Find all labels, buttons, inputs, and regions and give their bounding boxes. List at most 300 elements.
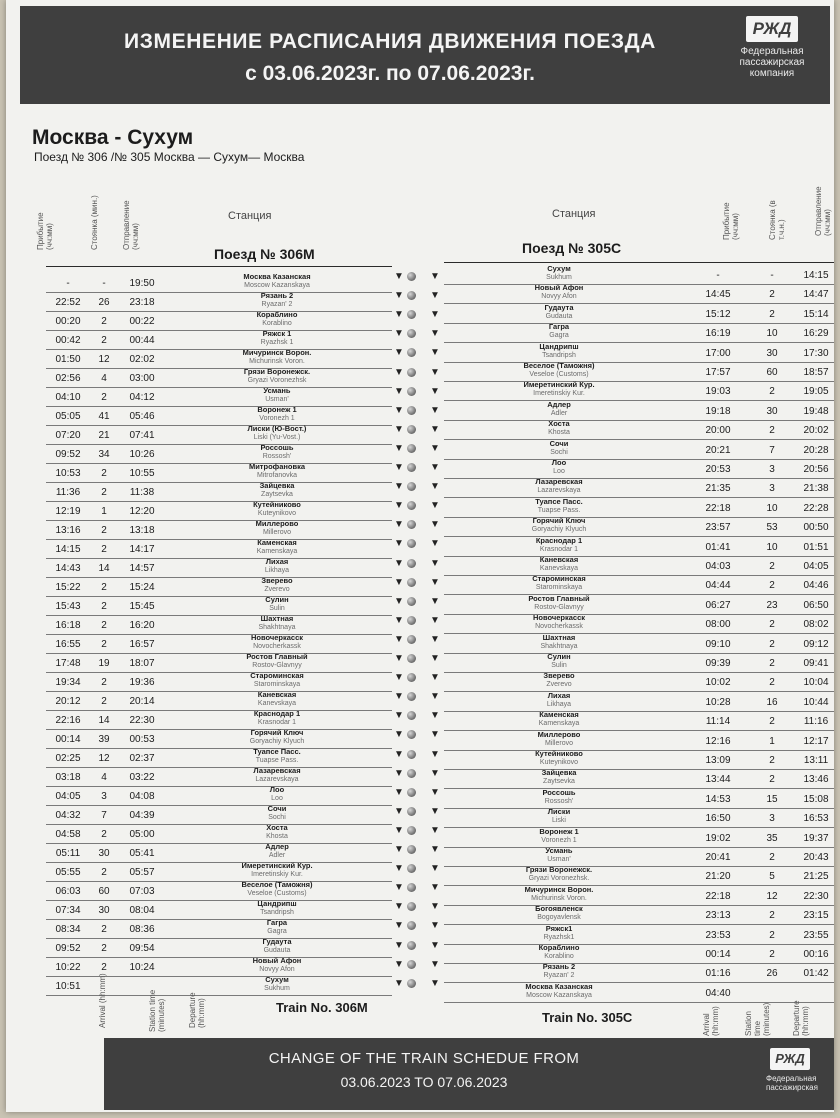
down-triangle-icon: ▼ — [430, 882, 440, 894]
circle-icon — [407, 272, 416, 281]
station-name-ru: Сухум — [547, 264, 571, 273]
departure-time: 10:24 — [129, 962, 155, 973]
down-triangle-icon: ▼ — [394, 729, 404, 741]
station-name — [464, 322, 654, 340]
stop-duration: 10 — [766, 541, 778, 553]
arrival-time: 03:18 — [55, 772, 81, 783]
stop-duration: 3 — [769, 483, 775, 495]
arrival-time: 12:19 — [55, 506, 81, 517]
station-name-latin: Gudauta — [263, 947, 291, 954]
departure-time: 16:57 — [129, 639, 155, 650]
stop-duration: 60 — [98, 886, 110, 897]
arrival-time: 23:53 — [705, 929, 731, 941]
station-name-latin: Tsandripsh — [542, 351, 576, 359]
departure-time: 03:00 — [129, 373, 155, 384]
col-head-stop-right: Стоянка (в т.ч.н.) — [768, 200, 786, 240]
station-name-ru: Россошь — [542, 787, 576, 797]
down-triangle-icon: ▼ — [430, 366, 440, 378]
down-triangle-icon: ▼ — [394, 672, 404, 684]
departure-time: 22:30 — [129, 715, 155, 726]
col-foot-departure-right: Departure (hh:mm) — [792, 1000, 810, 1036]
footer-banner — [104, 1038, 834, 1110]
circle-icon — [407, 883, 416, 892]
circle-icon — [407, 941, 416, 950]
station-name-latin: Kanevskaya — [257, 700, 297, 707]
station-name-latin: Ryazhsk 1 — [260, 339, 294, 346]
down-triangle-icon: ▼ — [394, 882, 404, 894]
arrival-time: 00:14 — [705, 949, 731, 960]
stop-duration: 2 — [101, 924, 107, 935]
rzd-logo-icon: РЖД — [746, 16, 798, 42]
station-name-latin: Starominskaya — [253, 681, 301, 688]
down-triangle-icon: ▼ — [394, 404, 404, 416]
down-triangle-icon: ▼ — [430, 423, 440, 435]
arrival-time: 04:05 — [55, 791, 81, 802]
arrival-time: 15:12 — [705, 308, 731, 320]
station-name-ru: Лазаревская — [535, 477, 583, 487]
stop-duration: 2 — [101, 392, 107, 403]
circle-icon — [407, 425, 416, 434]
arrival-time: 10:22 — [55, 962, 81, 973]
station-name-ru: Туапсе Пасс. — [253, 747, 301, 756]
station-name-ru: Краснодар 1 — [253, 709, 301, 718]
circle-icon — [407, 979, 416, 988]
station-name-latin: Tsandripsh — [260, 909, 294, 916]
circle-icon — [407, 788, 416, 797]
down-triangle-icon: ▼ — [430, 691, 440, 703]
station-name-latin: Loo — [553, 468, 565, 475]
down-triangle-icon: ▼ — [430, 538, 440, 550]
departure-time: 18:57 — [803, 367, 829, 378]
departure-time: 02:02 — [129, 354, 155, 365]
station-name-latin: Novyy Afon — [541, 293, 577, 301]
departure-time: 20:43 — [803, 852, 829, 863]
down-triangle-icon: ▼ — [430, 576, 440, 588]
station-name-latin: Khosta — [266, 833, 288, 840]
departure-time: 04:12 — [129, 392, 155, 403]
down-triangle-icon: ▼ — [394, 614, 404, 626]
station-name — [464, 730, 654, 748]
circle-icon — [407, 578, 416, 587]
stop-duration: 10 — [766, 502, 778, 514]
circle-icon — [407, 673, 416, 682]
station-name-latin: Tuapse Pass. — [537, 506, 581, 514]
down-triangle-icon: ▼ — [430, 500, 440, 512]
station-name-ru: Гагра — [548, 322, 570, 332]
station-name — [464, 691, 654, 709]
departure-time: 09:12 — [803, 638, 829, 650]
arrival-time: 02:25 — [55, 753, 81, 764]
station-name-ru: Ряжск 1 — [262, 329, 292, 338]
stop-duration: 2 — [101, 582, 107, 593]
station-name — [182, 367, 372, 385]
down-triangle-icon: ▼ — [394, 309, 404, 321]
arrival-time: 01:16 — [705, 968, 731, 980]
down-triangle-icon: ▼ — [430, 748, 440, 760]
train-305-header: Поезд № 305С — [522, 240, 622, 256]
col-head-arrival-right: Прибытие (чч:мм) — [722, 202, 740, 240]
down-triangle-icon: ▼ — [394, 385, 404, 397]
station-name — [182, 481, 372, 499]
station-name — [182, 652, 372, 670]
stop-duration: 30 — [98, 848, 110, 859]
station-name — [182, 956, 372, 974]
stop-duration: 53 — [766, 522, 778, 534]
station-name — [182, 728, 372, 746]
station-name-latin: Korablino — [544, 953, 574, 960]
station-name-ru: Москва Казанская — [525, 981, 593, 991]
station-name — [182, 272, 372, 290]
stop-duration: 2 — [769, 677, 775, 689]
station-name — [464, 400, 654, 418]
departure-time: 20:02 — [803, 425, 829, 437]
arrival-time: 17:48 — [55, 658, 81, 669]
station-name-ru: Имеретинский Кур. — [241, 861, 313, 870]
down-triangle-icon: ▼ — [394, 844, 404, 855]
down-triangle-icon: ▼ — [394, 633, 404, 645]
station-name-ru: Россошь — [260, 443, 294, 452]
station-name-latin: Mitrofanovka — [256, 472, 298, 479]
station-name-latin: Adler — [550, 409, 568, 417]
station-name-latin: Kanevskaya — [539, 565, 579, 572]
stop-duration: - — [770, 270, 774, 281]
station-name — [464, 536, 654, 554]
down-triangle-icon: ▼ — [430, 977, 440, 989]
station-name — [464, 419, 654, 437]
station-name-ru: Цандрипш — [539, 341, 579, 351]
stop-duration: 10 — [766, 328, 778, 340]
down-triangle-icon: ▼ — [394, 786, 404, 798]
departure-time: 00:50 — [803, 522, 829, 534]
down-triangle-icon: ▼ — [430, 710, 440, 722]
station-name — [182, 785, 372, 803]
down-triangle-icon: ▼ — [430, 863, 440, 875]
departure-time: 21:38 — [803, 483, 829, 495]
station-name — [464, 458, 654, 476]
stop-duration: 2 — [769, 561, 775, 572]
down-triangle-icon: ▼ — [430, 920, 440, 932]
station-name — [464, 652, 654, 670]
arrival-time: 01:41 — [705, 541, 731, 553]
station-name-latin: Millerovo — [544, 739, 573, 747]
down-triangle-icon: ▼ — [394, 328, 404, 340]
station-name-ru: Каневская — [257, 690, 297, 699]
station-name-ru: Ростов Главный — [528, 593, 590, 603]
arrival-time: 07:20 — [55, 430, 81, 441]
station-name-ru: Шахтная — [542, 632, 576, 642]
stop-duration: 1 — [101, 506, 107, 517]
station-name — [464, 865, 654, 883]
down-triangle-icon: ▼ — [394, 824, 404, 836]
stop-duration: 2 — [769, 910, 775, 922]
down-triangle-icon: ▼ — [430, 462, 440, 473]
down-triangle-icon: ▼ — [430, 844, 440, 855]
circle-icon — [407, 769, 416, 778]
station-name-latin: Rostov-Glavnyy — [252, 662, 302, 669]
departure-time: 05:57 — [129, 867, 155, 878]
train-306-header: Поезд № 306М — [214, 246, 315, 262]
stop-duration: 30 — [766, 405, 778, 417]
arrival-time: 00:14 — [55, 734, 81, 745]
arrival-time: 12:16 — [705, 735, 731, 747]
arrival-time: 04:44 — [705, 580, 731, 592]
station-name-latin: Zaytsevka — [261, 491, 293, 498]
departure-time: 01:42 — [803, 968, 829, 980]
arrival-time: 05:05 — [55, 411, 81, 422]
stop-duration: 1 — [769, 735, 775, 747]
station-name-ru: Каменская — [539, 710, 579, 720]
station-name-latin: Bogoyavlensk — [537, 914, 581, 922]
station-name-latin: Rostov-Glavnyy — [534, 603, 584, 611]
circle-icon — [407, 559, 416, 568]
departure-time: 19:36 — [129, 677, 155, 688]
arrival-time: 07:34 — [55, 905, 81, 916]
stop-duration: 2 — [769, 755, 775, 766]
station-name-ru: Лихая — [265, 557, 289, 566]
station-name — [182, 538, 372, 556]
station-name-latin: Michurinsk Voron. — [249, 358, 305, 365]
station-name-latin: Millerovo — [262, 529, 291, 536]
stop-duration: 3 — [101, 791, 107, 802]
arrival-time: 20:00 — [705, 425, 731, 437]
col-foot-departure-left: Departure (hh:mm) — [188, 992, 206, 1028]
station-name — [182, 291, 372, 309]
departure-time: 22:28 — [803, 502, 829, 514]
station-name-ru: Туапсе Пасс. — [535, 496, 583, 506]
stop-duration: 2 — [101, 601, 107, 612]
station-name-ru: Имеретинский Кур. — [523, 380, 595, 390]
departure-time: 08:36 — [129, 924, 155, 935]
arrival-time: 15:43 — [55, 601, 81, 612]
station-name-ru: Рязань 2 — [542, 962, 576, 972]
down-triangle-icon: ▼ — [394, 691, 404, 703]
departure-time: 02:37 — [129, 753, 155, 764]
station-name-ru: Зайцевка — [259, 481, 295, 490]
down-triangle-icon: ▼ — [430, 824, 440, 836]
station-name — [464, 283, 654, 301]
station-name-ru: Адлер — [265, 842, 289, 851]
stop-duration: 2 — [769, 716, 775, 728]
stop-duration: 21 — [98, 430, 110, 441]
station-name — [182, 880, 372, 898]
arrival-time: 17:00 — [705, 347, 731, 359]
stop-duration: 26 — [98, 297, 110, 308]
station-name — [464, 768, 654, 786]
station-name-ru: Ростов Главный — [246, 652, 308, 661]
down-triangle-icon: ▼ — [430, 614, 440, 626]
circle-icon — [407, 387, 416, 396]
arrival-time: 20:41 — [705, 852, 731, 863]
arrival-time: 13:16 — [55, 525, 81, 536]
down-triangle-icon: ▼ — [394, 442, 404, 454]
station-name-ru: Шахтная — [260, 614, 294, 623]
logo-text-line: Федеральная — [740, 46, 804, 57]
station-name — [464, 943, 654, 961]
col-foot-arrival-right: Arrival (hh:mm) — [702, 1006, 720, 1036]
station-name-ru: Хоста — [548, 419, 570, 429]
station-name — [464, 710, 654, 728]
station-name-latin: Kamenskaya — [256, 548, 298, 555]
stop-duration: 2 — [101, 335, 107, 346]
stop-duration: 2 — [769, 308, 775, 320]
departure-time: 10:04 — [803, 677, 829, 689]
station-name — [182, 462, 372, 480]
down-triangle-icon: ▼ — [430, 404, 440, 416]
station-name — [464, 477, 654, 495]
circle-icon — [407, 654, 416, 663]
station-name-latin: Khosta — [548, 429, 570, 437]
down-triangle-icon: ▼ — [394, 519, 404, 531]
circle-icon — [407, 730, 416, 739]
arrival-time: - — [716, 270, 720, 281]
circle-icon — [407, 902, 416, 911]
station-name-ru: Мичуринск Ворон. — [524, 884, 594, 894]
down-triangle-icon: ▼ — [430, 290, 440, 302]
station-name-ru: Лоо — [269, 785, 285, 794]
station-name — [182, 576, 372, 594]
stop-duration: 60 — [766, 367, 778, 378]
departure-time: 14:15 — [803, 270, 829, 281]
stop-duration: 14 — [98, 563, 110, 574]
departure-time: 04:39 — [129, 810, 155, 821]
page-title: ИЗМЕНЕНИЕ РАСПИСАНИЯ ДВИЖЕНИЯ ПОЕЗДА — [124, 30, 656, 53]
arrival-time: 00:42 — [55, 335, 81, 346]
station-name — [464, 574, 654, 592]
station-name-ru: Усмань — [545, 846, 573, 855]
station-name-ru: Лазаревская — [253, 766, 301, 775]
station-name — [182, 329, 372, 347]
departure-time: 15:24 — [129, 582, 155, 593]
stop-duration: 34 — [98, 449, 110, 460]
stop-duration: 5 — [769, 871, 775, 883]
station-name-latin: Krasnodar 1 — [539, 545, 579, 553]
station-name — [182, 386, 372, 404]
station-name-latin: Sulin — [551, 662, 567, 669]
arrival-time: 14:45 — [705, 289, 731, 301]
station-name-ru: Новочеркасск — [250, 633, 304, 642]
down-triangle-icon: ▼ — [394, 290, 404, 302]
station-name — [464, 904, 654, 922]
circle-icon — [407, 482, 416, 491]
station-name-latin: Loo — [271, 795, 283, 802]
row-divider — [444, 1002, 834, 1003]
circle-icon — [407, 310, 416, 319]
station-name-ru: Грязи Воронежск. — [243, 367, 311, 376]
station-name-latin: Zverevo — [546, 681, 572, 689]
arrival-time: 04:40 — [705, 987, 731, 999]
down-triangle-icon: ▼ — [430, 309, 440, 321]
arrival-time: 10:28 — [705, 696, 731, 708]
down-triangle-icon: ▼ — [394, 767, 404, 779]
circle-icon — [407, 463, 416, 472]
col-foot-stop-left: Station time (minutes) — [148, 989, 166, 1032]
station-name-latin: Gudauta — [545, 312, 573, 320]
down-triangle-icon: ▼ — [430, 633, 440, 645]
col-head-stop-left: Стоянка (мин.) — [90, 195, 99, 250]
train-306-footer: Train No. 306M — [276, 1000, 368, 1015]
arrival-time: 23:57 — [705, 522, 731, 534]
station-name-ru: Веселое (Таможня) — [241, 880, 313, 889]
station-name-ru: Веселое (Таможня) — [523, 361, 595, 370]
stop-duration: 35 — [766, 832, 778, 844]
down-triangle-icon: ▼ — [394, 557, 404, 569]
station-name — [464, 303, 654, 321]
departure-time: 17:30 — [803, 347, 829, 359]
station-name — [182, 899, 372, 917]
station-name — [182, 595, 372, 613]
station-name — [182, 519, 372, 537]
stop-duration: 2 — [769, 289, 775, 301]
stop-duration: 2 — [769, 619, 775, 631]
departure-time: 04:05 — [803, 561, 829, 572]
station-name-ru: Новый Афон — [534, 283, 584, 293]
station-name-ru: Краснодар 1 — [535, 535, 583, 545]
circle-icon — [407, 368, 416, 377]
circle-icon — [407, 635, 416, 644]
station-name — [182, 842, 372, 860]
circle-icon — [407, 921, 416, 930]
arrival-time: 05:11 — [55, 848, 81, 859]
station-name — [464, 671, 654, 689]
station-name — [182, 614, 372, 632]
station-name — [182, 709, 372, 727]
station-name — [182, 633, 372, 651]
station-name-ru: Лиски — [547, 807, 571, 817]
station-name-latin: Goryachiy Klyuch — [249, 738, 305, 745]
down-triangle-icon: ▼ — [394, 977, 404, 989]
departure-time: 16:29 — [803, 328, 829, 340]
departure-time: 04:46 — [803, 580, 829, 592]
departure-time: 05:00 — [129, 829, 155, 840]
station-name-latin: Rossosh' — [262, 453, 292, 460]
station-name-latin: Likhaya — [546, 700, 572, 708]
station-name-latin: Lazarevskaya — [537, 487, 581, 495]
arrival-time: 20:12 — [55, 696, 81, 707]
stop-duration: 23 — [766, 599, 778, 611]
arrival-time: 16:50 — [705, 813, 731, 825]
station-name-ru: Сочи — [267, 804, 287, 813]
departure-time: 05:46 — [129, 411, 155, 422]
down-triangle-icon: ▼ — [430, 901, 440, 913]
station-name-latin: Sochi — [268, 814, 286, 821]
stop-duration: 12 — [98, 354, 110, 365]
departure-time: 11:38 — [129, 487, 155, 498]
down-triangle-icon: ▼ — [430, 939, 440, 951]
circle-icon — [407, 348, 416, 357]
station-name-latin: Michurinsk Voron. — [531, 894, 587, 902]
station-name — [464, 380, 654, 398]
departure-time: 12:17 — [803, 735, 829, 747]
station-name-latin: Ryazan' 2 — [261, 301, 293, 308]
station-name-ru: Лиски (Ю-Вост.) — [247, 424, 307, 433]
station-name-ru: Кораблино — [538, 943, 580, 952]
page-dates: с 03.06.2023г. по 07.06.2023г. — [245, 62, 535, 85]
departure-time: 19:05 — [803, 386, 829, 398]
departure-time: 12:20 — [129, 506, 155, 517]
station-name — [182, 443, 372, 461]
departure-time: 15:14 — [803, 308, 829, 320]
station-name-latin: Gagra — [549, 332, 569, 340]
station-name-latin: Lazarevskaya — [255, 776, 299, 783]
down-triangle-icon: ▼ — [430, 328, 440, 340]
station-name-latin: Moscow Kazanskaya — [526, 991, 592, 999]
stop-duration: 2 — [769, 949, 775, 960]
station-name — [182, 310, 372, 328]
stop-duration: 2 — [769, 774, 775, 786]
station-name — [464, 827, 654, 845]
arrival-time: 14:43 — [55, 563, 81, 574]
down-triangle-icon: ▼ — [430, 347, 440, 359]
